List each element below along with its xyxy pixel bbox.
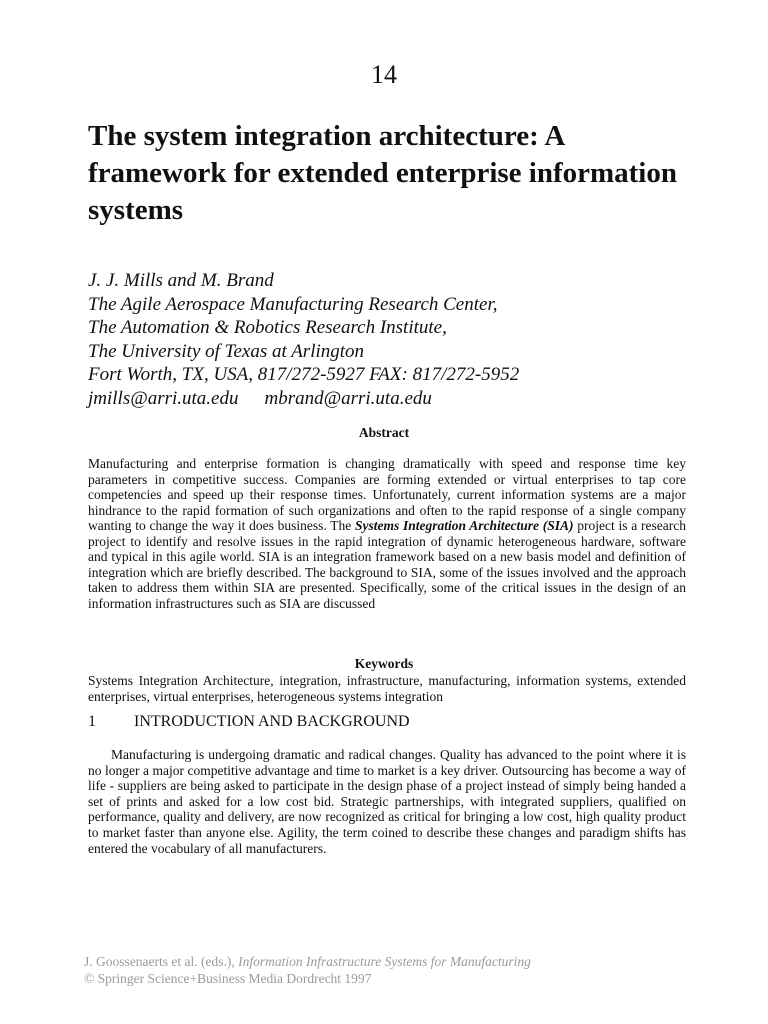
email-line bbox=[88, 387, 728, 411]
section-heading bbox=[88, 713, 410, 731]
footer-book-line bbox=[84, 953, 531, 970]
affiliation-line-3: The University of Texas at Arlington bbox=[88, 340, 365, 362]
keywords-heading: Keywords bbox=[354, 656, 414, 671]
email-mills[interactable]: jmills@arri.uta.edu bbox=[88, 387, 239, 409]
keywords-text: Systems Integration Architecture, integration, infrastructure, manufacturing, information systems, extended enterprises, virtual enterprises, heterogeneous systems integration bbox=[88, 673, 686, 704]
author-block bbox=[88, 269, 728, 410]
footer-book-title: Information Infrastructure Systems for Manufacturing bbox=[238, 954, 531, 969]
intro-paragraph: Manufacturing is undergoing dramatic and radical changes. Quality has advanced to the point where it is no longer a major competitive advantage and time to market is a key driver. Outsourcing has become a way of life - suppliers are being asked to participate in the design phase of a project instead of simply being handed a set of prints and asked for a low cost bid. Strategic partnerships, with integrated suppliers, qualified on performance, quality and delivery, are now recognized as critical for bringing a low cost, high quality product to market faster than anyone else. Agility, the term coined to describe these changes and paradigm shifts has entered the vocabulary of all manufacturers. bbox=[88, 747, 686, 856]
footer-citation bbox=[84, 953, 531, 987]
paper-title: The system integration architecture: A framework for extended enterprise information systems bbox=[88, 120, 677, 226]
chapter-number: 14 bbox=[371, 60, 397, 89]
footer-editors: J. Goossenaerts et al. (eds.), bbox=[84, 954, 239, 969]
affiliation-line-2: The Automation & Robotics Research Institute, bbox=[88, 317, 447, 338]
footer-copyright: © Springer Science+Business Media Dordrecht 1997 bbox=[84, 971, 372, 986]
section-title: INTRODUCTION AND BACKGROUND bbox=[134, 713, 410, 730]
email-brand[interactable]: mbrand@arri.uta.edu bbox=[264, 387, 432, 409]
abstract-heading: Abstract bbox=[358, 425, 410, 440]
abstract-text bbox=[88, 456, 686, 611]
abstract-text-part-1: Manufacturing and enterprise formation is changing dramatically with speed and response time key parameters in competitive success. Companies are forming extended or virtual enterprises to tap core competencies and speed up their response times. Unfortunately, current information systems are a major hindrance to the rapid formation of such organizations and often to the rapid response of a single company wanting to change the way it does business. The bbox=[88, 456, 686, 533]
abstract-emphasis: Systems Integration Architecture (SIA) bbox=[355, 518, 574, 533]
address-line: Fort Worth, TX, USA, 817/272-5927 FAX: 817/272-5952 bbox=[88, 364, 520, 385]
author-names: J. J. Mills and M. Brand bbox=[88, 270, 274, 291]
affiliation-line-1: The Agile Aerospace Manufacturing Research Center, bbox=[88, 293, 498, 315]
abstract-text-part-2: project is a research project to identify and resolve issues in the rapid integration of dynamic heterogeneous hardware, software and typical in this agile world. SIA is an integration framework based on a new basis model and definition of integration which are briefly described. The background to SIA, some of the issues involved and the approach taken to address them within SIA are presented. Specifically, some of the critical issues in the design of an information infrastructures such as SIA are discussed bbox=[88, 518, 686, 611]
section-number: 1 bbox=[88, 713, 96, 730]
